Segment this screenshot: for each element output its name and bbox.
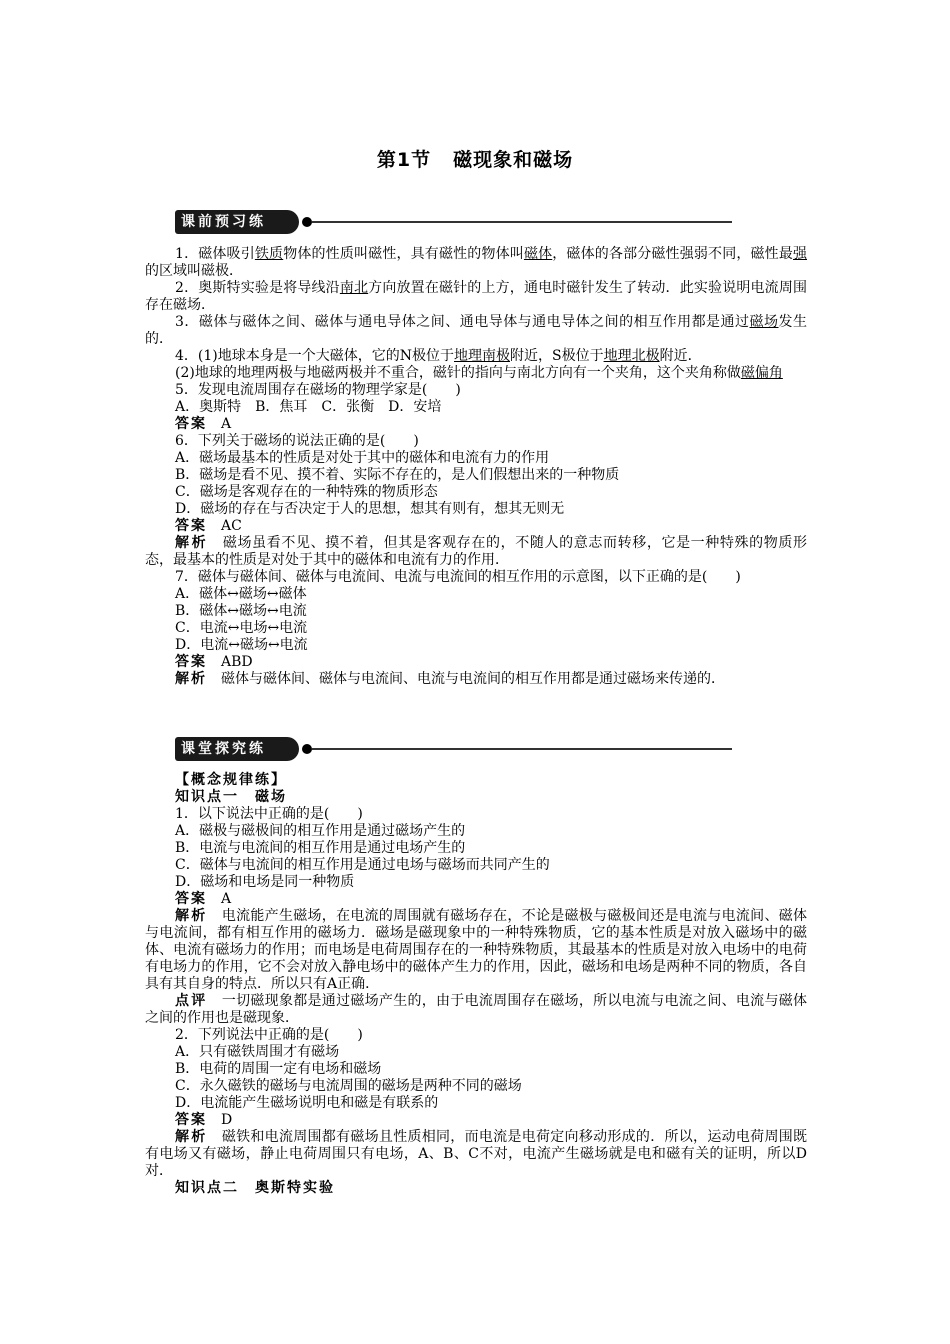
option: C．永久磁铁的磁场与电流周围的磁场是两种不同的磁场 [175, 1078, 522, 1094]
knowledge-point-heading: 知识点二 奥斯特实验 [175, 1180, 335, 1196]
banner-rule [312, 748, 732, 750]
answer-line: 答案 AC [175, 518, 242, 534]
comment: 点评 一切磁现象都是通过磁场产生的，由于电流周围存在磁场，所以电流与电流之间、电流与磁体之间的作用也是磁现象． [145, 993, 808, 1026]
banner-dot [302, 744, 312, 754]
banner-rule [312, 221, 732, 223]
analysis: 解析 电流能产生磁场，在电流的周围就有磁场存在，不论是磁极与磁极间还是电流与电流间、磁体与电流间，都有相互作用的磁场力．磁场是磁现象中的一种特殊物质，它的基本性质是对放入磁场中的磁体、电流有磁场力的作用；而电场是电荷周围存在的一种特殊物质，其最基本的性质是对放入电场中的电荷有电场力的作用，它不会对放入静电场中的磁体产生力的作用，因此，磁场和电场是两种不同的物质，各自具有其自身的特点．所以只有A正确． [145, 908, 808, 992]
answer-line: 答案 D [175, 1112, 233, 1128]
section-name: 磁现象和磁场 [453, 149, 574, 171]
answer-line: 答案 A [175, 891, 232, 907]
question: (2)地球的地理两极与地磁两极并不重合，磁针的指向与南北方向有一个夹角，这个夹角称做磁偏角 [175, 365, 783, 381]
option: D．磁场的存在与否决定于人的思想，想其有则有，想其无则无 [175, 501, 565, 517]
question-stem: 7．磁体与磁体间、磁体与电流间、电流与电流间的相互作用的示意图，以下正确的是( ) [175, 569, 741, 585]
answer-line: 答案 A [175, 416, 232, 432]
option: D．电流能产生磁场说明电和磁是有联系的 [175, 1095, 439, 1111]
question: 1．磁体吸引铁质物体的性质叫磁性，具有磁性的物体叫磁体，磁体的各部分磁性强弱不同，磁性最强的区域叫磁极． [145, 246, 807, 279]
option: B．磁场是看不见、摸不着、实际不存在的，是人们假想出来的一种物质 [175, 467, 620, 483]
option: B．电流与电流间的相互作用是通过电场产生的 [175, 840, 466, 856]
option: A．磁极与磁极间的相互作用是通过磁场产生的 [175, 823, 466, 839]
question-stem: 5．发现电流周围存在磁场的物理学家是( ) [175, 382, 461, 398]
section-number: 第1节 [376, 149, 432, 171]
preview-banner-label: 课前预习练 [175, 210, 299, 234]
question: 4．(1)地球本身是一个大磁体，它的N极位于地理南极附近，S极位于地理北极附近． [175, 348, 702, 364]
option: B．磁体↔磁场↔电流 [175, 603, 307, 619]
question: 3．磁体与磁体之间、磁体与通电导体之间、通电导体与通电导体之间的相互作用都是通过磁场发生的． [145, 314, 808, 347]
question: 2．奥斯特实验是将导线沿南北方向放置在磁针的上方，通电时磁针发生了转动．此实验说明电流周围存在磁场． [145, 280, 807, 313]
option: D．磁场和电场是同一种物质 [175, 874, 355, 890]
preview-section [145, 246, 807, 688]
classroom-banner-label: 课堂探究练 [175, 737, 299, 761]
question-stem: 6．下列关于磁场的说法正确的是( ) [175, 433, 419, 449]
option-row: A．奥斯特 B．焦耳 C．张衡 D．安培 [175, 399, 442, 415]
classroom-section [145, 772, 807, 1197]
question-stem: 1．以下说法中正确的是( ) [175, 806, 363, 822]
analysis: 解析 磁体与磁体间、磁体与电流间、电流与电流间的相互作用都是通过磁场来传递的． [175, 671, 725, 687]
group-heading: 【概念规律练】 [175, 772, 287, 788]
option: A．磁场最基本的性质是对处于其中的磁体和电流有力的作用 [175, 450, 550, 466]
option: B．电荷的周围一定有电场和磁场 [175, 1061, 382, 1077]
option: C．电流↔电场↔电流 [175, 620, 308, 636]
answer-line: 答案 ABD [175, 654, 253, 670]
analysis: 解析 磁场虽看不见、摸不着，但其是客观存在的，不随人的意志而转移，它是一种特殊的物质形态，最基本的性质是对处于其中的磁体和电流有力的作用． [145, 535, 808, 568]
question-stem: 2．下列说法中正确的是( ) [175, 1027, 363, 1043]
option: C．磁场是客观存在的一种特殊的物质形态 [175, 484, 438, 500]
option: A．磁体↔磁场↔磁体 [175, 586, 307, 602]
option: C．磁体与电流间的相互作用是通过电场与磁场而共同产生的 [175, 857, 550, 873]
page-title [0, 145, 950, 172]
analysis: 解析 磁铁和电流周围都有磁场且性质相同，而电流是电荷定向移动形成的．所以，运动电荷周围既有电场又有磁场，静止电荷周围只有电场，A、B、C不对，电流产生磁场就是电和磁有关的证明，所以D对． [145, 1129, 808, 1179]
option: D．电流↔磁场↔电流 [175, 637, 308, 653]
knowledge-point-heading: 知识点一 磁场 [175, 789, 287, 805]
banner-dot [302, 217, 312, 227]
option: A．只有磁铁周围才有磁场 [175, 1044, 340, 1060]
